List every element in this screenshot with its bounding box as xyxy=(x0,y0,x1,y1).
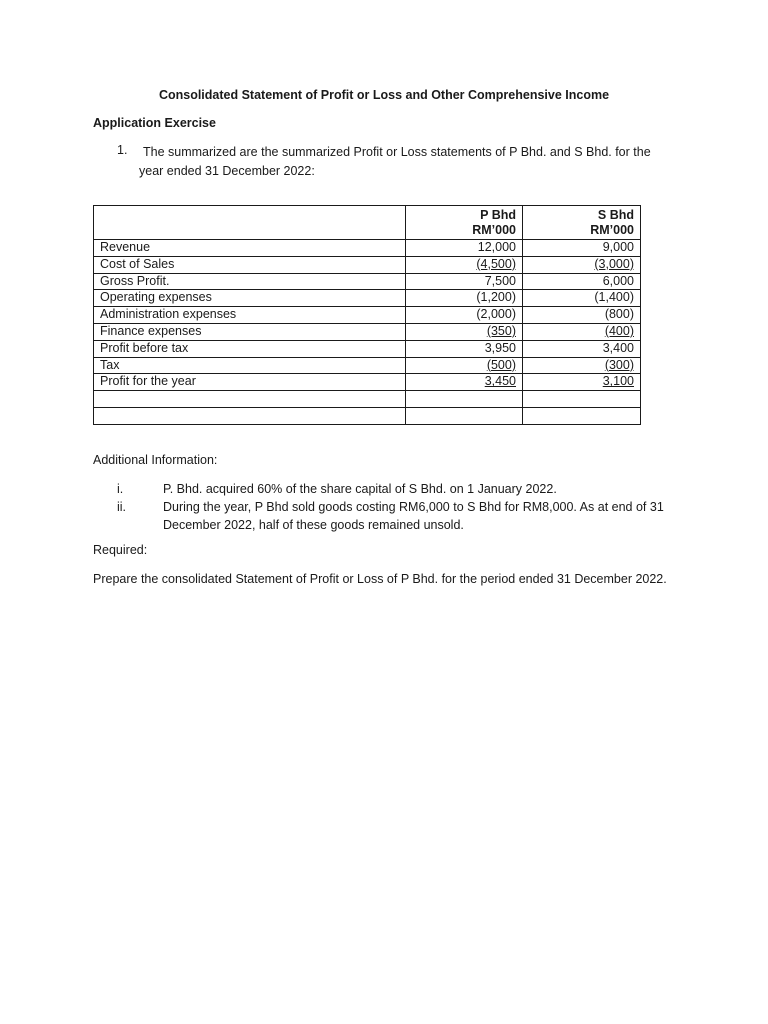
row-label-text: Operating expenses xyxy=(100,290,212,305)
list-marker: i. xyxy=(117,482,124,496)
row-label-text: Tax xyxy=(100,357,120,372)
table-row xyxy=(94,307,641,324)
row-s-bhd-value xyxy=(523,391,641,408)
row-label-text: Cost of Sales xyxy=(100,256,175,271)
row-s-bhd-value-text: (300) xyxy=(604,357,634,372)
header-blank-cell xyxy=(94,206,406,240)
financial-statement-table xyxy=(93,205,641,425)
header-p-bhd xyxy=(406,206,523,240)
row-label xyxy=(94,357,406,374)
required-heading: Required: xyxy=(93,543,148,557)
table-row xyxy=(94,323,641,340)
list-item xyxy=(117,480,687,498)
row-s-bhd-value xyxy=(523,240,641,257)
list-item xyxy=(117,498,687,534)
row-p-bhd-value xyxy=(406,307,523,324)
table-row xyxy=(94,374,641,391)
row-p-bhd-value xyxy=(406,290,523,307)
table-row xyxy=(94,340,641,357)
header-s-bhd-unit: RM’000 xyxy=(590,223,634,237)
row-s-bhd-value xyxy=(523,340,641,357)
row-s-bhd-value xyxy=(523,407,641,424)
row-p-bhd-value xyxy=(406,391,523,408)
table-row xyxy=(94,273,641,290)
row-p-bhd-value xyxy=(406,357,523,374)
table-header-row xyxy=(94,206,641,240)
row-label xyxy=(94,256,406,273)
row-p-bhd-value xyxy=(406,407,523,424)
row-p-bhd-value xyxy=(406,323,523,340)
row-p-bhd-value-text: (500) xyxy=(486,357,516,372)
header-s-bhd xyxy=(523,206,641,240)
row-p-bhd-value-text: 3,950 xyxy=(484,340,516,355)
row-s-bhd-value xyxy=(523,357,641,374)
row-s-bhd-value xyxy=(523,307,641,324)
row-label xyxy=(94,290,406,307)
row-s-bhd-value-text: 3,100 xyxy=(602,374,634,389)
row-label xyxy=(94,374,406,391)
question-number: 1. xyxy=(117,143,128,157)
row-label xyxy=(94,407,406,424)
header-p-bhd-unit: RM’000 xyxy=(472,223,516,237)
row-p-bhd-value-text: (4,500) xyxy=(476,256,516,271)
row-p-bhd-value-text: (2,000) xyxy=(476,307,516,322)
row-label-text: Administration expenses xyxy=(100,307,237,322)
row-label xyxy=(94,323,406,340)
row-label-text: Profit for the year xyxy=(100,374,196,389)
list-text: P. Bhd. acquired 60% of the share capital of S Bhd. on 1 January 2022. xyxy=(163,482,557,496)
table-row xyxy=(94,391,641,408)
row-label xyxy=(94,391,406,408)
row-label xyxy=(94,307,406,324)
table-row xyxy=(94,357,641,374)
header-p-bhd-name: P Bhd xyxy=(480,208,516,222)
row-p-bhd-value xyxy=(406,340,523,357)
row-s-bhd-value-text: (1,400) xyxy=(594,290,634,305)
row-p-bhd-value xyxy=(406,374,523,391)
row-p-bhd-value-text: 7,500 xyxy=(484,273,516,288)
row-label xyxy=(94,273,406,290)
document-title: Consolidated Statement of Profit or Loss and Other Comprehensive Income xyxy=(158,88,610,102)
question-text xyxy=(139,143,679,181)
additional-info-heading: Additional Information: xyxy=(93,453,218,467)
table-row xyxy=(94,256,641,273)
question-line-1: The summarized are the summarized Profit or Loss statements of P Bhd. and S Bhd. for the xyxy=(143,145,651,159)
row-p-bhd-value xyxy=(406,240,523,257)
row-s-bhd-value xyxy=(523,374,641,391)
row-s-bhd-value xyxy=(523,290,641,307)
row-s-bhd-value-text: (400) xyxy=(604,323,634,338)
row-s-bhd-value-text: (3,000) xyxy=(594,256,634,271)
row-s-bhd-value-text: (800) xyxy=(604,307,634,322)
section-subtitle: Application Exercise xyxy=(93,116,216,130)
row-p-bhd-value xyxy=(406,256,523,273)
question-line-2: year ended 31 December 2022: xyxy=(139,164,315,178)
table-row xyxy=(94,240,641,257)
row-p-bhd-value-text: 3,450 xyxy=(484,374,516,389)
row-s-bhd-value-text: 3,400 xyxy=(602,340,634,355)
row-s-bhd-value-text: 9,000 xyxy=(602,240,634,254)
row-p-bhd-value-text: 12,000 xyxy=(477,240,516,254)
row-label-text: Revenue xyxy=(100,240,151,254)
header-s-bhd-name: S Bhd xyxy=(597,208,634,222)
row-label xyxy=(94,340,406,357)
table-row xyxy=(94,290,641,307)
list-marker: ii. xyxy=(117,500,127,514)
row-s-bhd-value xyxy=(523,273,641,290)
row-p-bhd-value-text: (1,200) xyxy=(476,290,516,305)
additional-info-list xyxy=(117,480,687,534)
row-s-bhd-value-text: 6,000 xyxy=(602,273,634,288)
row-label-text: Finance expenses xyxy=(100,323,202,338)
table-row xyxy=(94,407,641,424)
row-label-text: Gross Profit. xyxy=(100,273,170,288)
required-text: Prepare the consolidated Statement of Profit or Loss of P Bhd. for the period ended 31 December 2022. xyxy=(93,572,667,586)
row-p-bhd-value-text: (350) xyxy=(486,323,516,338)
list-text: During the year, P Bhd sold goods costing RM6,000 to S Bhd for RM8,000. As at end of 31 December 2022, half of these goods remained unsold. xyxy=(163,500,664,532)
row-label xyxy=(94,240,406,257)
row-label-text: Profit before tax xyxy=(100,340,189,355)
row-p-bhd-value xyxy=(406,273,523,290)
row-s-bhd-value xyxy=(523,256,641,273)
row-s-bhd-value xyxy=(523,323,641,340)
